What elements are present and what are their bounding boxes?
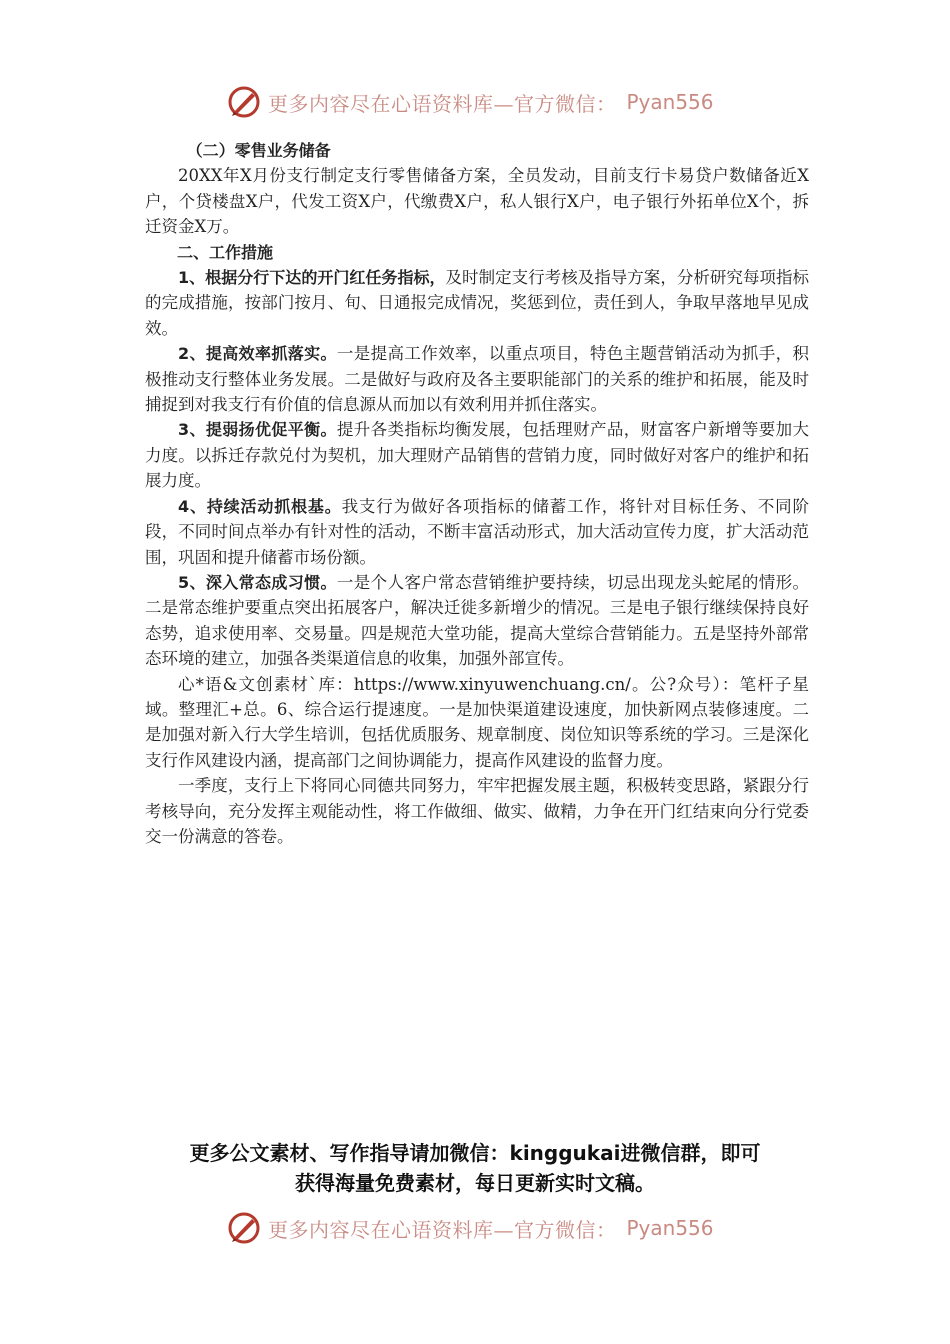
measure-lead: 3、提弱扬优促平衡。 [178, 420, 337, 440]
pen-logo-icon [226, 1210, 262, 1246]
header-watermark [226, 82, 714, 122]
promo-text [140, 1138, 810, 1198]
measure-4 [145, 494, 809, 570]
measure-text: 一是提高工作效率，以重点项目，特色主题营销活动为抓手，积极推动支行整体业务发展。二是做好与政府及各主要职能部门的关系的维护和拓展，能及时捕捉到对我支行有价值的信息源从而加以有效利用并抓住落实。 [145, 344, 810, 415]
section-retail-body: 20XX年X月份支行制定支行零售储备方案，全员发动，目前支行卡易贷户数储备近X户，个贷楼盘X户，代发工资X户，代缴费X户，私人银行X户，电子银行外拓单位X个，拆迁资金X万。 [145, 166, 809, 237]
footer-watermark [226, 1208, 714, 1248]
watermark-text: 更多内容尽在心语资料库—官方微信： [268, 91, 617, 116]
measure-lead: 2、提高效率抓落实。 [178, 344, 337, 364]
measure-text: 一是个人客户常态营销维护要持续，切忌出现龙头蛇尾的情形。二是常态维护要重点突出拓展客户，解决迁徙多新增少的情况。三是电子银行继续保持良好态势，追求使用率、交易量。四是规范大堂功能，提高大堂综合营销能力。五是坚持外部常态环境的建立，加强各类渠道信息的收集，加强外部宣传。 [145, 572, 810, 669]
pen-logo-icon [226, 84, 262, 120]
promo-line-2: 获得海量免费素材，每日更新实时文稿。 [295, 1171, 655, 1195]
measure-3 [145, 417, 809, 493]
document-body [145, 138, 809, 849]
watermark-wechat-id: Pyan556 [626, 90, 714, 114]
closing-paragraph: 一季度，支行上下将同心同德共同努力，牢牢把握发展主题，积极转变思路，紧跟分行考核导向，充分发挥主观能动性，将工作做细、做实、做精，力争在开门红结束向分行党委交一份满意的答卷。 [145, 776, 809, 846]
measure-2 [145, 341, 809, 417]
measure-text: 我支行为做好各项指标的储蓄工作，将针对目标任务、不同阶段，不同时间点举办有针对性的活动，不断丰富活动形式，加大活动宣传力度，扩大活动范围，巩固和提升储蓄市场份额。 [145, 496, 810, 567]
measure-lead: 4、持续活动抓根基。 [178, 496, 342, 516]
measure-text: 提升各类指标均衡发展，包括理财产品，财富客户新增等要加大力度。以拆迁存款兑付为契机，加大理财产品销售的营销力度，同时做好对客户的维护和拓展力度。 [145, 420, 810, 491]
measure-1 [145, 265, 809, 341]
section-measures-title: 二、工作措施 [177, 242, 274, 262]
section-retail-title: （二）零售业务储备 [186, 141, 331, 160]
watermark-text: 更多内容尽在心语资料库—官方微信： [268, 1217, 617, 1242]
watermark-wechat-id: Pyan556 [626, 1216, 714, 1240]
promo-line-1: 更多公文素材、写作指导请加微信：kinggukai进微信群，即可 [189, 1141, 761, 1165]
measure-text: 及时制定支行考核及指导方案，分析研究每项指标的完成措施，按部门按月、旬、日通报完成情况，奖惩到位，责任到人，争取早落地早见成效。 [145, 268, 810, 338]
paragraph-six: 心*语&文创素材`库：https://www.xinyuwenchuang.cn/。公?众号）：笔杆子星域。整理汇+总。6、综合运行提速度。一是加快渠道建设速度，加快新网点装修速度。二是加强对新入行大学生培训，包括优质服务、规章制度、岗位知识等系统的学习。三是深化支行作风建设内涵，提高部门之间协调能力，提高作风建设的监督力度。 [145, 674, 809, 770]
measure-5 [145, 570, 809, 672]
measure-lead: 1、根据分行下达的开门红任务指标， [178, 268, 446, 288]
measure-lead: 5、深入常态成习惯。 [178, 572, 337, 592]
